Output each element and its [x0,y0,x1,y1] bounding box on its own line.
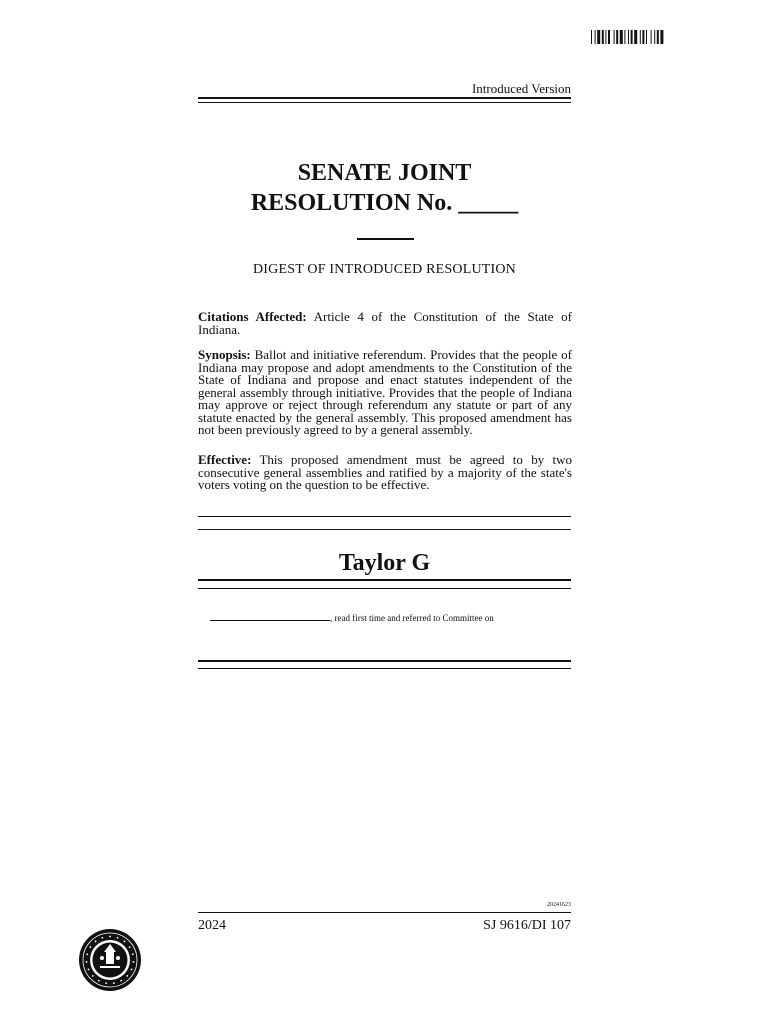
synopsis-label: Synopsis: [198,347,251,362]
footer-doc-number: SJ 9616/DI 107 [483,918,571,933]
sponsor-name: Taylor G [338,550,431,576]
digest-heading: DIGEST OF INTRODUCED RESOLUTION [253,262,516,277]
effective-paragraph [198,454,572,492]
referral-line [198,612,571,623]
citations-label: Citations Affected: [198,309,307,324]
referral-rule-2 [198,668,571,669]
state-seal-icon [78,928,142,992]
citations-paragraph [198,311,572,336]
digest-end-rule-1 [198,516,571,517]
title-line-1: SENATE JOINT [297,160,472,186]
sponsor-rule-1 [198,579,571,581]
footer-year: 2024 [198,918,226,933]
barcode-icon [591,30,679,44]
header-rule-thick [198,97,571,99]
effective-text: This proposed amendment must be agreed to by two consecutive general assemblies and ratified by a majority of the state's voters voting on the question to be effective. [198,452,572,492]
title-line-2: RESOLUTION No. _____ [250,190,519,216]
digest-end-rule-2 [198,529,571,530]
title-dash [357,238,414,240]
footer-code: 20241623 [547,902,571,908]
citations-text: Article 4 of the Constitution of the State of Indiana. [198,309,572,337]
synopsis-text: Ballot and initiative referendum. Provides that the people of Indiana may propose and adopt amendments to the Constitution of the State of Indiana and propose and enact statutes independent of the general assembly through initiative. Provides that the people of Indiana may approve or reject through referendum any statute or part of any statute enacted by the general assembly. This proposed amendment has not been previously agreed to by a general assembly. [198,347,572,437]
header-rule-thin [198,102,571,103]
synopsis-paragraph [198,349,572,437]
referral-text: , read first time and referred to Committee on [330,613,494,623]
sponsor-rule-2 [198,588,571,589]
effective-label: Effective: [198,452,252,467]
version-label: Introduced Version [471,81,571,96]
date-blank [210,612,330,621]
footer-rule [198,912,571,913]
resolution-title [198,158,571,218]
referral-rule-1 [198,660,571,662]
